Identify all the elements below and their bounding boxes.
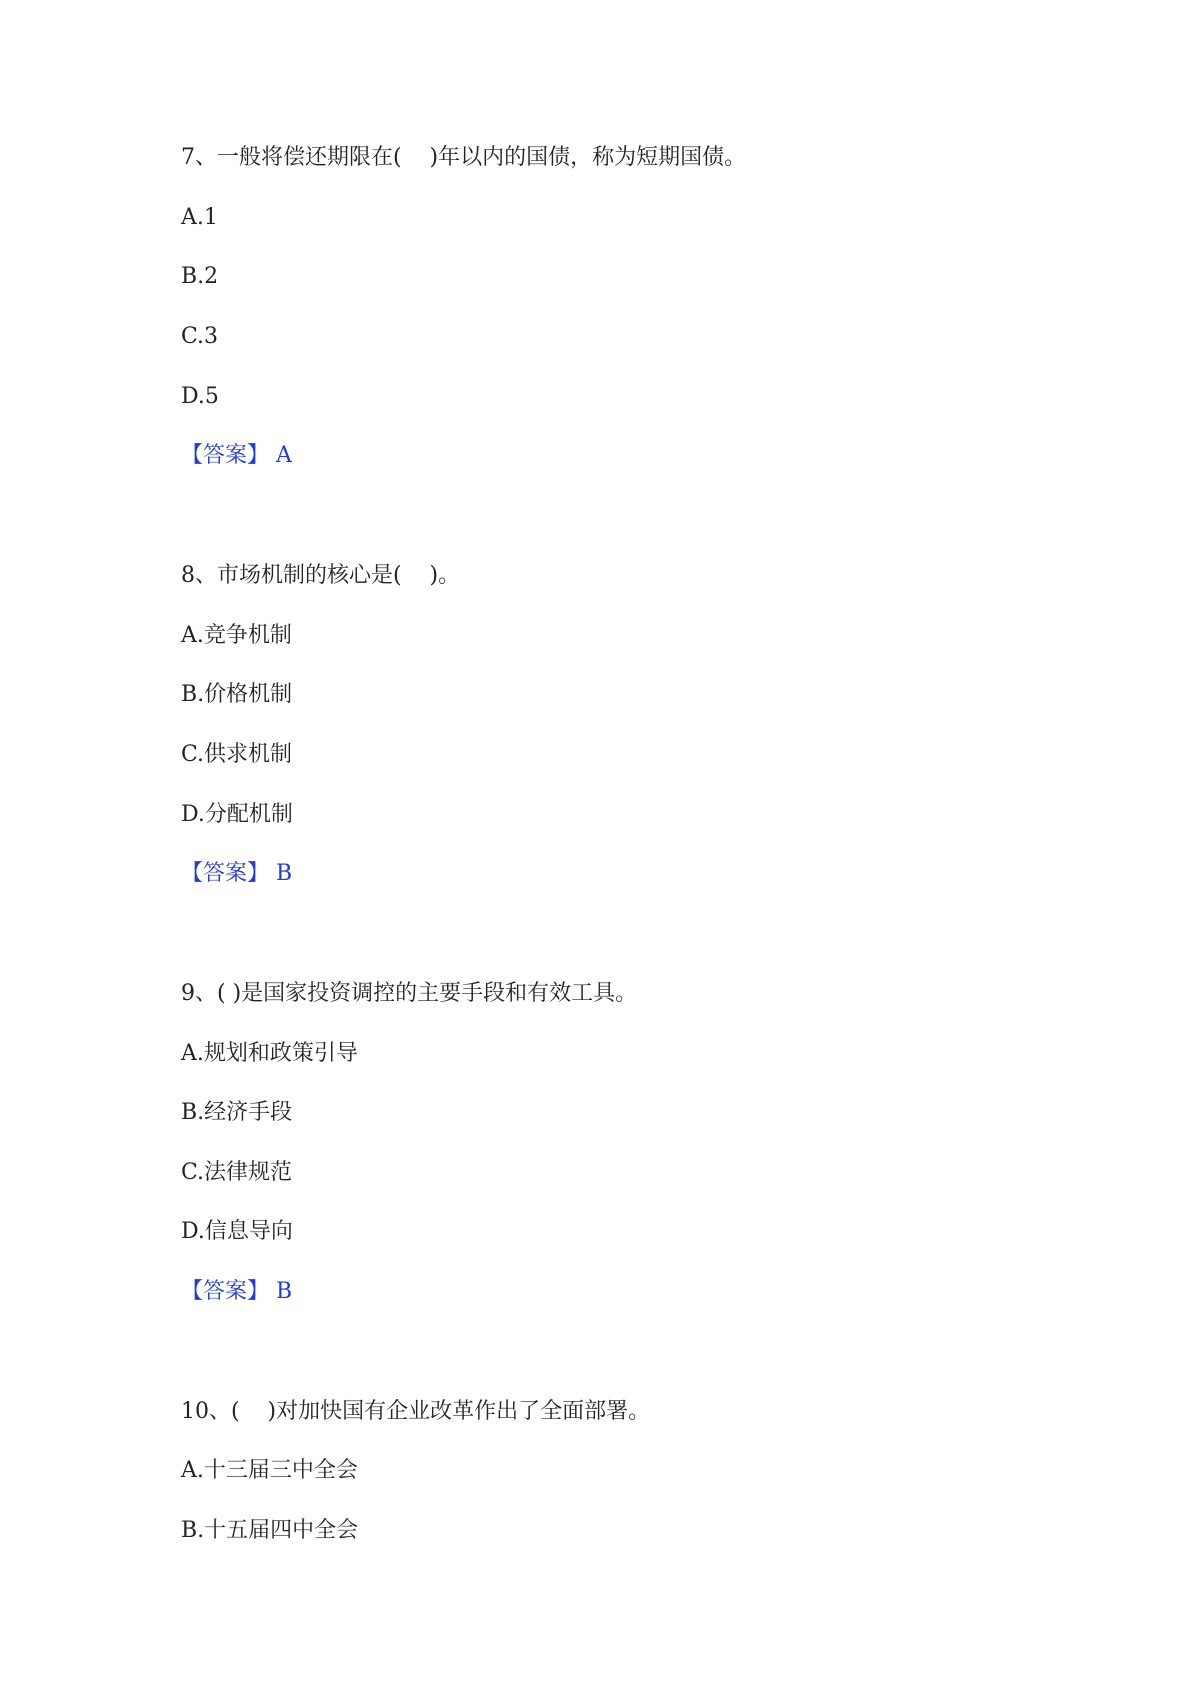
- question-stem: 9、( )是国家投资调控的主要手段和有效工具。: [181, 981, 638, 1006]
- option-d: D.信息导向: [181, 1219, 293, 1244]
- option-c: C.3: [181, 324, 219, 349]
- option-a: A.规划和政策引导: [181, 1041, 358, 1066]
- option-b: B.经济手段: [181, 1100, 293, 1125]
- answer-label: 【答案】 B: [181, 1279, 293, 1304]
- answer-label: 【答案】 B: [181, 861, 293, 886]
- option-a: A.1: [181, 205, 218, 230]
- option-a: A.十三届三中全会: [181, 1458, 358, 1483]
- option-b: B.价格机制: [181, 682, 293, 707]
- option-b: B.2: [181, 264, 219, 289]
- question-stem: 7、一般将偿还期限在( )年以内的国债，称为短期国债。: [181, 145, 747, 170]
- option-c: C.法律规范: [181, 1160, 293, 1185]
- answer-label: 【答案】 A: [181, 443, 292, 468]
- option-c: C.供求机制: [181, 742, 293, 767]
- option-d: D.分配机制: [181, 802, 293, 827]
- option-d: D.5: [181, 384, 219, 409]
- option-b: B.十五届四中全会: [181, 1518, 359, 1543]
- question-stem: 8、市场机制的核心是( )。: [181, 563, 461, 588]
- question-stem: 10、( )对加快国有企业改革作出了全面部署。: [181, 1399, 651, 1424]
- option-a: A.竞争机制: [181, 623, 292, 648]
